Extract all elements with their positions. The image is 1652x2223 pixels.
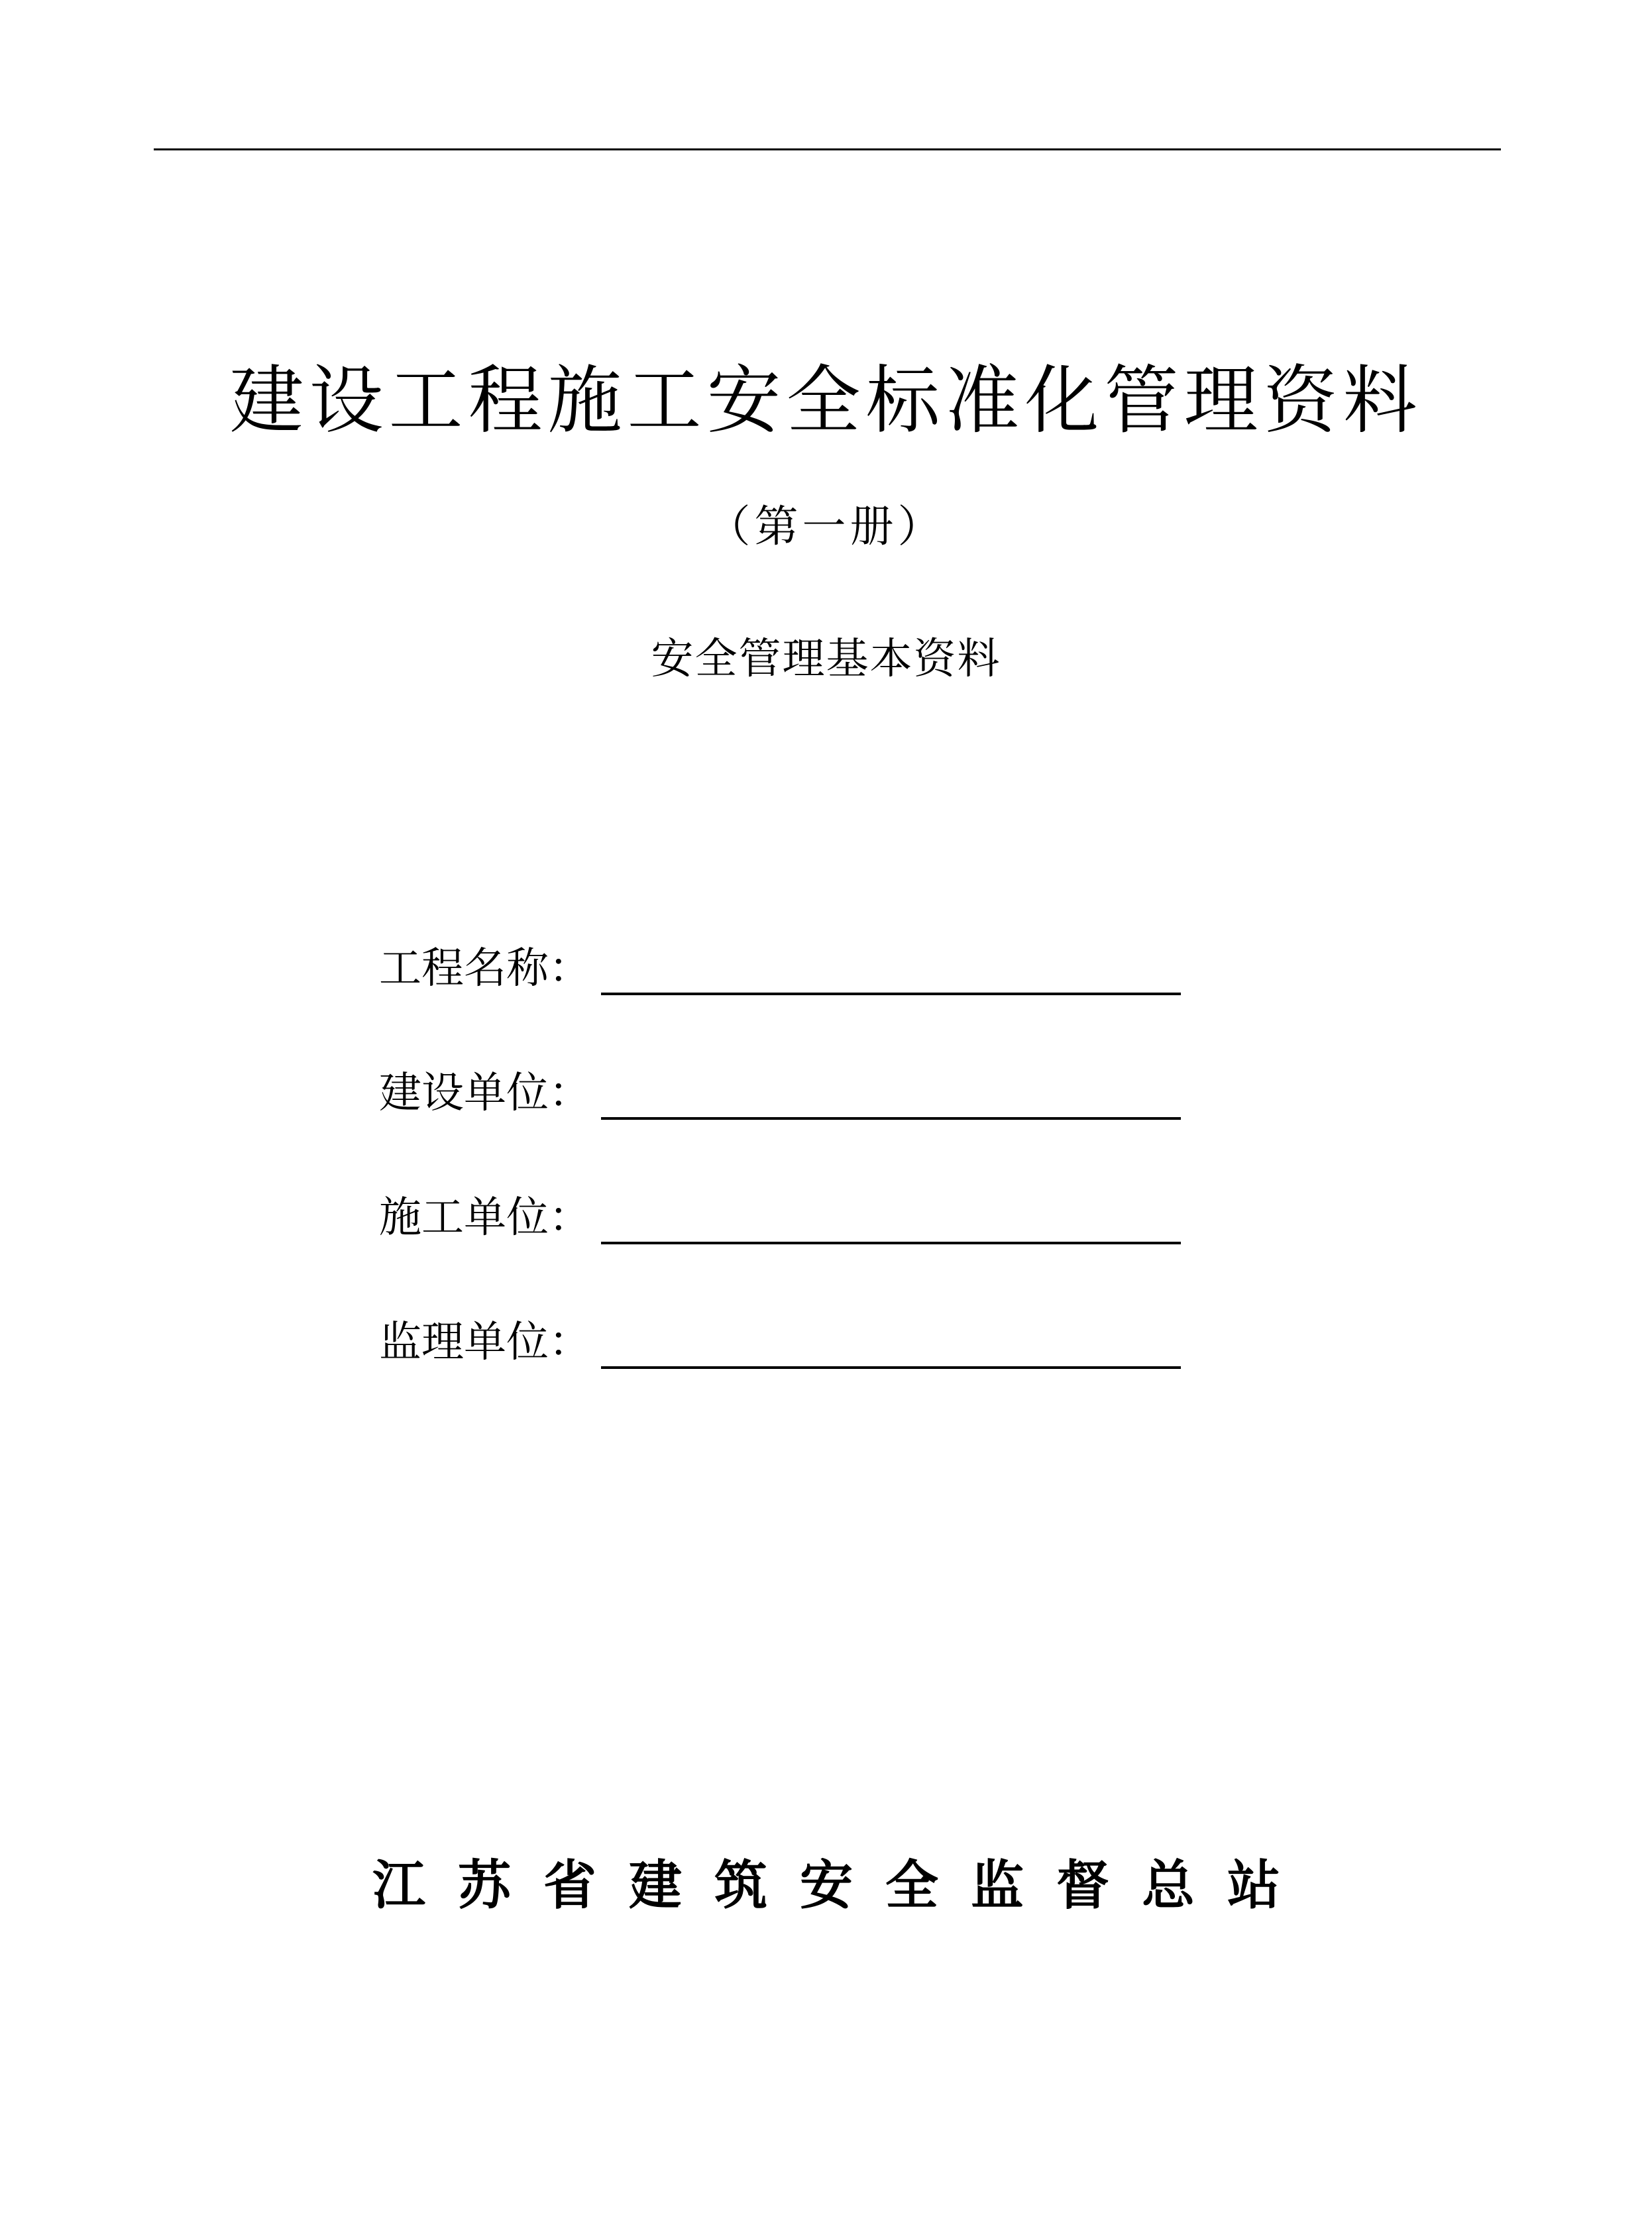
fill-in-line[interactable] (601, 1366, 1181, 1369)
field-label: 施工单位： (379, 1193, 591, 1242)
field-supervisor (379, 1301, 1181, 1374)
fill-in-line[interactable] (601, 993, 1181, 995)
issuing-organization: 江苏省建筑安全监督总站 (372, 1854, 1313, 1916)
field-label: 建设单位： (379, 1069, 591, 1118)
document-title: 建设工程施工安全标准化管理资料 (229, 358, 1423, 444)
field-contractor (379, 1177, 1181, 1250)
document-subtitle: 安全管理基本资料 (651, 635, 1001, 684)
field-label: 工程名称： (379, 944, 591, 993)
field-label: 监理单位： (379, 1318, 591, 1367)
header-rule (154, 148, 1501, 150)
fill-in-line[interactable] (601, 1242, 1181, 1244)
field-project-name (379, 928, 1181, 1001)
volume-label: （第一册） (706, 501, 946, 552)
fill-in-line[interactable] (601, 1117, 1181, 1120)
field-construction-owner (379, 1052, 1181, 1125)
